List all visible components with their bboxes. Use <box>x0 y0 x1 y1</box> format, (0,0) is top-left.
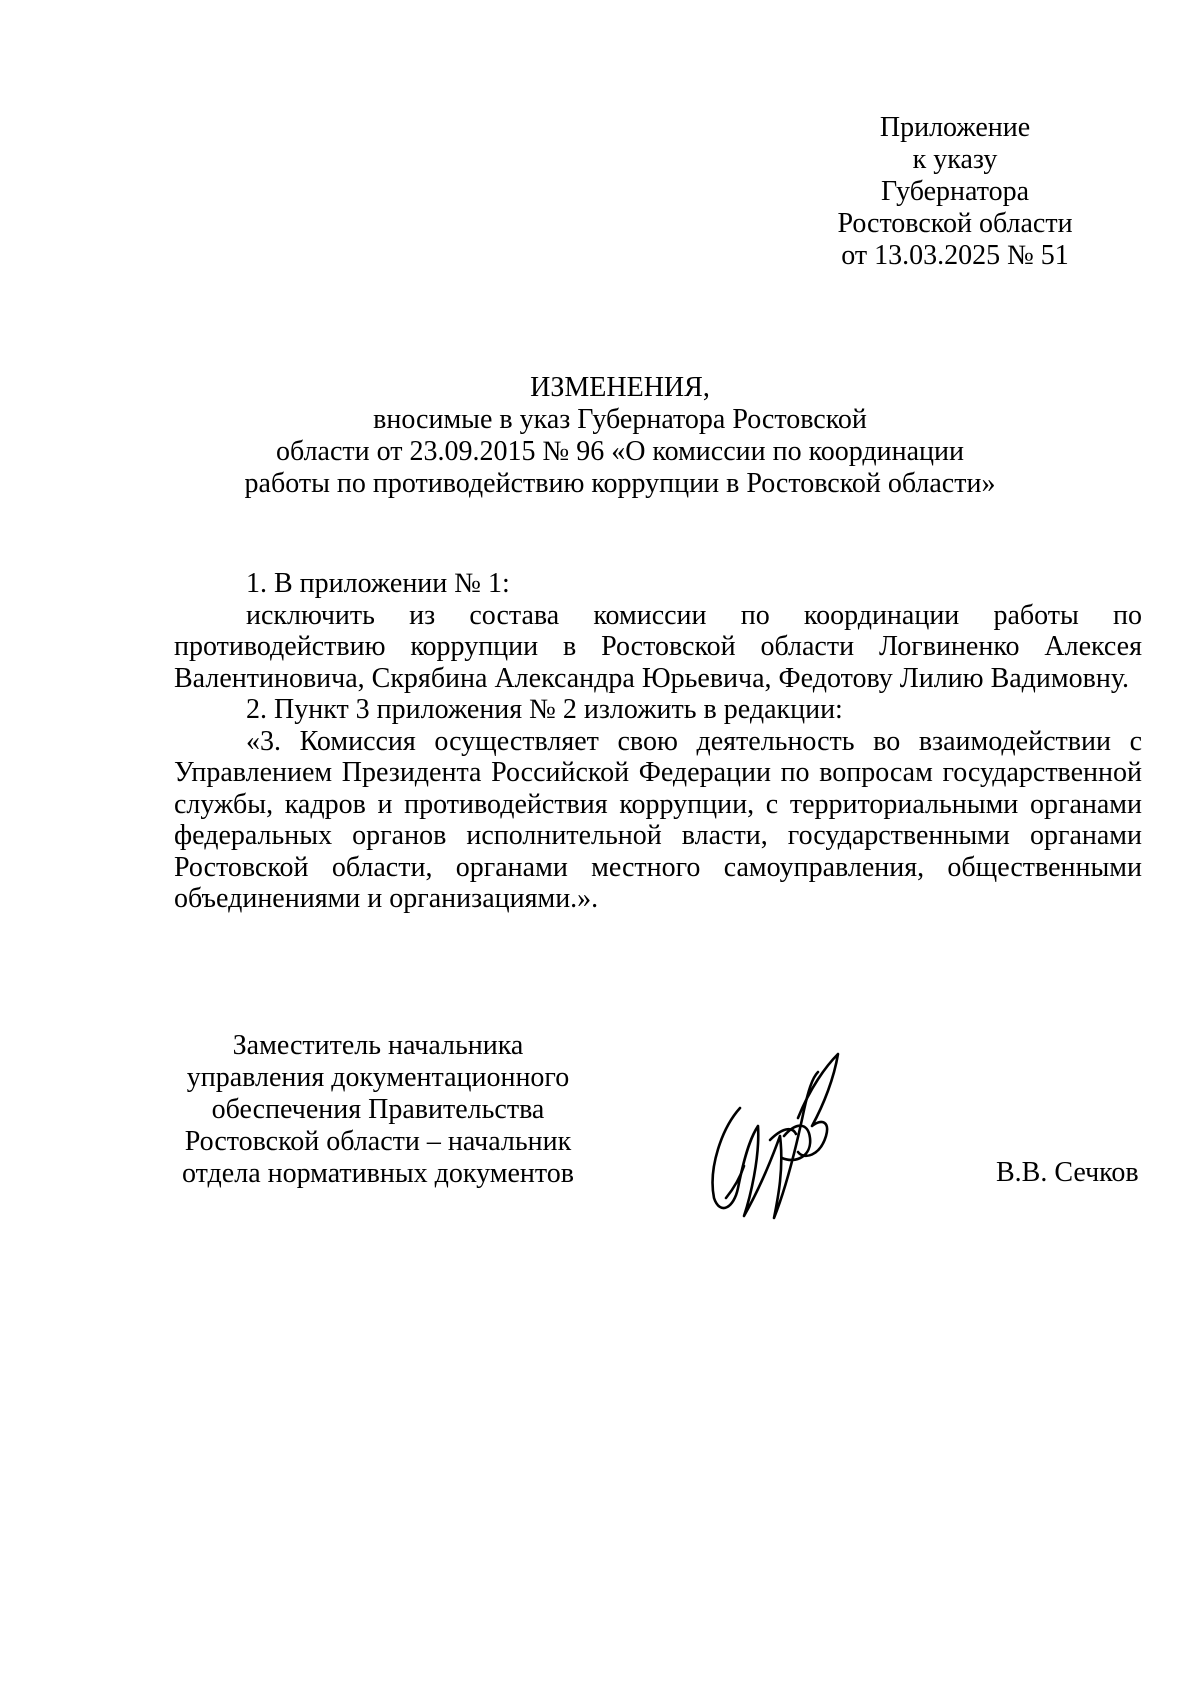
heading-title: ИЗМЕНЕНИЯ, <box>530 372 710 403</box>
signer-position-line: Заместитель начальника <box>232 1030 524 1061</box>
signer-name: В.В. Сечков <box>996 1157 1139 1188</box>
appendix-line: Приложение <box>879 112 1031 143</box>
appendix-line: Ростовской области <box>837 208 1073 239</box>
appendix-line: от 13.03.2025 № 51 <box>841 240 1069 271</box>
appendix-block <box>830 112 1080 272</box>
handwritten-signature <box>700 1048 870 1228</box>
heading-line: области от 23.09.2015 № 96 «О комиссии по координации <box>276 436 964 467</box>
appendix-line: Губернатора <box>880 176 1030 207</box>
appendix-line: к указу <box>912 144 998 175</box>
paragraph-1: 1. В приложении № 1: <box>246 568 510 599</box>
signer-position-line: отдела нормативных документов <box>182 1158 574 1189</box>
signer-position <box>168 1030 588 1190</box>
document-heading <box>180 372 1060 500</box>
paragraph-4: «3. Комиссия осуществляет свою деятельность во взаимодействии с Управлением Президента Российской Федерации по вопросам государственной службы, кадров и противодействия коррупции, с территориальными органами федеральных органов исполнительной власти, государственными органами Ростовской области, органами местного самоуправления, общественными объединениями и организациями.». <box>174 725 1142 914</box>
signer-position-line: управления документационного <box>186 1062 570 1093</box>
heading-line: вносимые в указ Губернатора Ростовской <box>373 404 867 435</box>
paragraph-2: исключить из состава комиссии по координации работы по противодействию коррупции в Ростовской области Логвиненко Алексея Валентиновича, Скрябина Александра Юрьевича, Федотову Лилию Вадимовну. <box>174 599 1142 694</box>
signer-position-line: Ростовской области – начальник <box>184 1126 572 1157</box>
signer-position-line: обеспечения Правительства <box>211 1094 545 1125</box>
document-body <box>174 568 1142 915</box>
heading-line: работы по противодействию коррупции в Ростовской области» <box>244 468 996 499</box>
paragraph-3: 2. Пункт 3 приложения № 2 изложить в редакции: <box>246 694 843 725</box>
